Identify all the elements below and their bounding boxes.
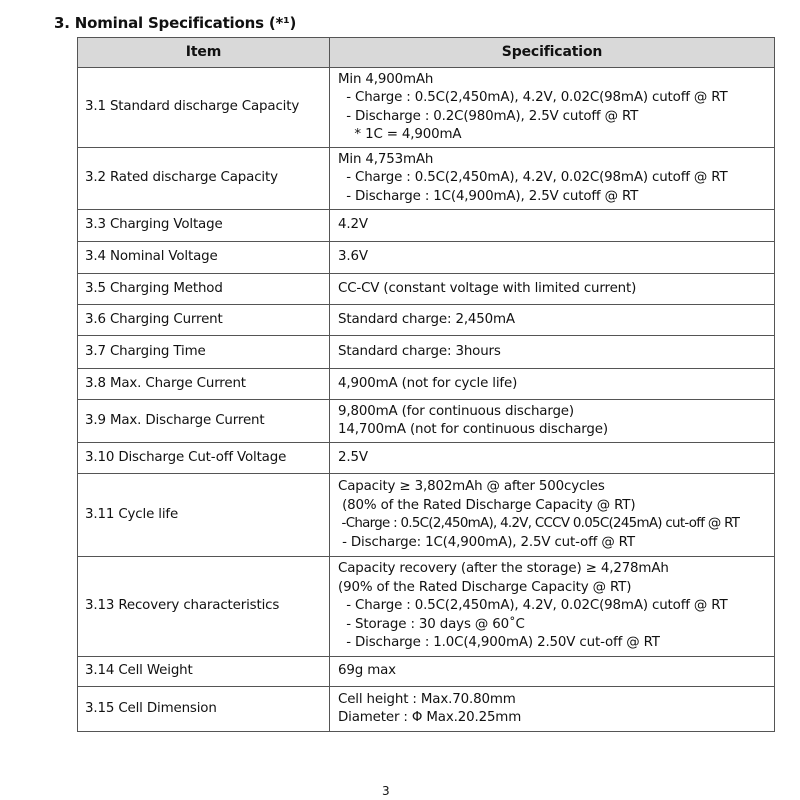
table-body: [78, 68, 775, 732]
spec-cell: [330, 657, 775, 687]
spec-cell: [330, 400, 775, 443]
spec-line: 4.2V: [338, 217, 368, 233]
spec-line: 2.5V: [338, 449, 368, 465]
table-row: [78, 242, 775, 274]
table-row: [78, 443, 775, 474]
spec-line: Capacity recovery (after the storage) ≥ 4,278mAh: [338, 561, 669, 577]
spec-cell: [330, 336, 775, 369]
table-row: [78, 305, 775, 336]
spec-cell: [330, 274, 775, 305]
item-cell: 3.6 Charging Current: [78, 305, 330, 336]
spec-cell: [330, 443, 775, 474]
spec-line: Standard charge: 2,450mA: [338, 311, 515, 327]
header-item: Item: [78, 38, 330, 68]
table-header-row: [78, 38, 775, 68]
page-number: 3: [382, 784, 390, 798]
spec-line: - Storage : 30 days @ 60˚C: [338, 616, 525, 632]
spec-line: Min 4,753mAh: [338, 151, 434, 167]
spec-line: Diameter : Φ Max.20.25mm: [338, 710, 522, 725]
spec-line: - Discharge: 1C(4,900mA), 2.5V cut-off @ RT: [338, 534, 635, 550]
spec-line: - Charge : 0.5C(2,450mA), 4.2V, 0.02C(98mA) cutoff @ RT: [338, 170, 728, 186]
table-row: [78, 68, 775, 148]
spec-line: Standard charge: 3hours: [338, 343, 501, 359]
spec-cell: [330, 210, 775, 242]
header-specification: Specification: [330, 38, 775, 68]
spec-line: 9,800mA (for continuous discharge): [338, 403, 574, 419]
spec-cell: [330, 242, 775, 274]
spec-line: -Charge : 0.5C(2,450mA), 4.2V, CCCV 0.05C(245mA) cut-off @ RT: [338, 516, 740, 531]
item-cell: 3.3 Charging Voltage: [78, 210, 330, 242]
spec-line: 14,700mA (not for continuous discharge): [338, 422, 608, 437]
item-cell: 3.11 Cycle life: [78, 474, 330, 557]
table-row: [78, 687, 775, 732]
table-row: [78, 657, 775, 687]
spec-line: Capacity ≥ 3,802mAh @ after 500cycles: [338, 479, 605, 494]
spec-line: - Discharge : 1.0C(4,900mA) 2.50V cut-off @ RT: [338, 635, 660, 651]
spec-cell: [330, 68, 775, 148]
spec-line: 4,900mA (not for cycle life): [338, 375, 518, 391]
spec-line: - Charge : 0.5C(2,450mA), 4.2V, 0.02C(98mA) cutoff @ RT: [338, 90, 728, 105]
spec-line: (80% of the Rated Discharge Capacity @ RT): [338, 497, 636, 513]
table-row: [78, 400, 775, 443]
spec-line: * 1C = 4,900mA: [338, 127, 462, 142]
table-row: [78, 210, 775, 242]
item-cell: 3.9 Max. Discharge Current: [78, 400, 330, 443]
table-row: [78, 148, 775, 210]
spec-cell: [330, 687, 775, 732]
table-row: [78, 336, 775, 369]
spec-line: Min 4,900mAh: [338, 71, 434, 87]
spec-line: Cell height : Max.70.80mm: [338, 691, 516, 707]
spec-line: - Discharge : 1C(4,900mA), 2.5V cutoff @ RT: [338, 188, 639, 204]
specifications-table: [77, 37, 775, 732]
spec-cell: [330, 369, 775, 400]
spec-line: - Charge : 0.5C(2,450mA), 4.2V, 0.02C(98mA) cutoff @ RT: [338, 598, 728, 614]
spec-cell: [330, 305, 775, 336]
item-cell: 3.2 Rated discharge Capacity: [78, 148, 330, 210]
table-row: [78, 274, 775, 305]
spec-line: 69g max: [338, 663, 396, 679]
item-cell: 3.7 Charging Time: [78, 336, 330, 369]
spec-line: (90% of the Rated Discharge Capacity @ RT): [338, 579, 632, 595]
spec-cell: [330, 474, 775, 557]
spec-line: CC-CV (constant voltage with limited current): [338, 280, 637, 296]
spec-line: 3.6V: [338, 249, 368, 265]
table-row: [78, 369, 775, 400]
item-cell: 3.14 Cell Weight: [78, 657, 330, 687]
table-row: [78, 557, 775, 657]
item-cell: 3.8 Max. Charge Current: [78, 369, 330, 400]
spec-line: - Discharge : 0.2C(980mA), 2.5V cutoff @ RT: [338, 108, 639, 124]
item-cell: 3.10 Discharge Cut-off Voltage: [78, 443, 330, 474]
spec-cell: [330, 557, 775, 657]
section-title: 3. Nominal Specifications (*¹): [54, 14, 297, 32]
item-cell: 3.5 Charging Method: [78, 274, 330, 305]
table-row: [78, 474, 775, 557]
spec-cell: [330, 148, 775, 210]
item-cell: 3.15 Cell Dimension: [78, 687, 330, 732]
item-cell: 3.4 Nominal Voltage: [78, 242, 330, 274]
item-cell: 3.13 Recovery characteristics: [78, 557, 330, 657]
item-cell: 3.1 Standard discharge Capacity: [78, 68, 330, 148]
